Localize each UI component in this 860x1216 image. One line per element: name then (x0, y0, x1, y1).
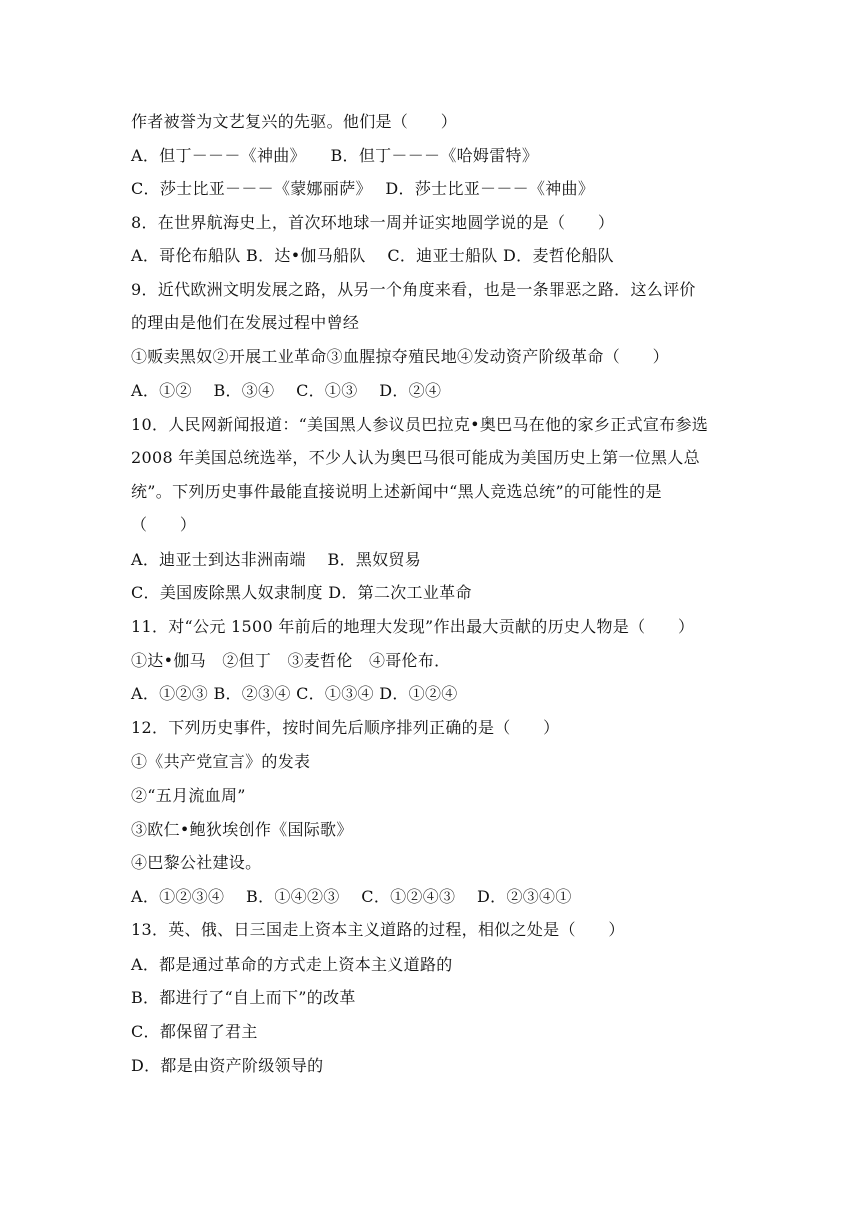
question-9-items: ①贩卖黑奴②开展工业革命③血腥掠夺殖民地④发动资产阶级革命（ ） (131, 347, 669, 366)
question-12-item-2: ②“五月流血周” (131, 786, 246, 805)
question-10-stem-line3: 统”。下列历史事件最能直接说明上述新闻中“黑人竞选总统”的可能性的是 (131, 482, 662, 501)
question-12-item-3: ③欧仁•鲍狄埃创作《国际歌》 (131, 820, 353, 839)
question-11-options: A．①②③ B．②③④ C．①③④ D．①②④ (131, 684, 458, 703)
question-7-stem-continued: 作者被誉为文艺复兴的先驱。他们是（ ） (131, 112, 458, 131)
question-12-item-1: ①《共产党宣言》的发表 (131, 752, 311, 771)
question-10-stem-line2: 2008 年美国总统选举，不少人认为奥巴马很可能成为美国历史上第一位黑人总 (131, 448, 700, 467)
question-10-answer-blank: （ ） (131, 515, 197, 534)
question-13-option-c: C．都保留了君主 (131, 1022, 258, 1041)
question-12-options: A．①②③④ B．①④②③ C．①②④③ D．②③④① (131, 887, 572, 906)
question-9-options: A．①② B．③④ C．①③ D．②④ (131, 381, 442, 400)
question-8-stem: 8．在世界航海史上，首次环地球一周并证实地圆学说的是（ ） (131, 213, 615, 232)
question-7-options-ab: A．但丁－－－《神曲》 B．但丁－－－《哈姆雷特》 (131, 146, 539, 165)
question-10-options-ab: A．迪亚士到达非洲南端 B．黑奴贸易 (131, 550, 422, 569)
question-13-stem: 13．英、俄、日三国走上资本主义道路的过程，相似之处是（ ） (131, 920, 625, 939)
question-13-option-a: A．都是通过革命的方式走上资本主义道路的 (131, 955, 453, 974)
question-12-item-4: ④巴黎公社建设。 (131, 853, 262, 872)
question-12-stem: 12．下列历史事件，按时间先后顺序排列正确的是（ ） (131, 718, 560, 737)
question-9-stem-line2: 的理由是他们在发展过程中曾经 (131, 313, 360, 332)
question-9-stem: 9．近代欧洲文明发展之路，从另一个角度来看，也是一条罪恶之路．这么评价 (131, 280, 696, 299)
question-7-options-cd: C．莎士比亚－－－《蒙娜丽萨》 D．莎士比亚－－－《神曲》 (131, 179, 595, 198)
question-13-option-d: D．都是由资产阶级领导的 (131, 1056, 324, 1075)
question-11-items: ①达•伽马 ②但丁 ③麦哲伦 ④哥伦布． (131, 651, 451, 670)
question-13-option-b: B．都进行了“自上而下”的改革 (131, 988, 356, 1007)
question-11-stem: 11．对“公元 1500 年前后的地理大发现”作出最大贡献的历史人物是（ ） (131, 617, 695, 636)
question-10-options-cd: C．美国废除黑人奴隶制度 D．第二次工业革命 (131, 583, 472, 602)
question-8-options: A．哥伦布船队 B．达•伽马船队 C．迪亚士船队 D．麦哲伦船队 (131, 246, 614, 265)
question-10-stem: 10．人民网新闻报道：“美国黑人参议员巴拉克•奥巴马在他的家乡正式宣布参选 (131, 415, 709, 434)
